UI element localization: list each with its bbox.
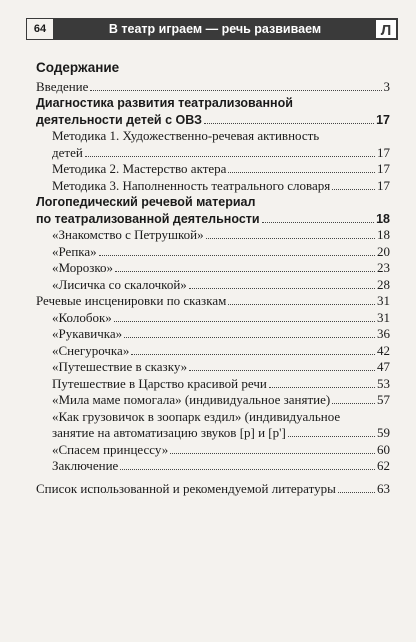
toc-entry-title: детей [52, 144, 83, 160]
toc-entry-title: Путешествие в Царство красивой речи [52, 375, 267, 391]
toc-entry[interactable] [36, 111, 390, 128]
toc-entry-page: 28 [377, 276, 390, 292]
toc-entry[interactable] [36, 359, 390, 376]
toc-entry-title: Речевые инсценировки по сказкам [36, 293, 227, 308]
toc-entry-title: «Спасем принцессу» [52, 441, 169, 457]
running-title: В театр играем — речь развиваем [108, 22, 322, 36]
toc-entry[interactable] [36, 161, 390, 178]
toc-entry-title: «Морозко» [52, 260, 114, 275]
toc-entry-page: 59 [377, 425, 390, 440]
toc-entry-title: «Путешествие в сказку» [52, 359, 188, 374]
toc-entry-title: «Как грузовичок в зоопарк ездил» (индивидуальное [52, 408, 341, 424]
toc-dot-leader [228, 172, 375, 173]
toc-dot-leader [269, 387, 375, 388]
toc-entry[interactable] [36, 260, 390, 277]
toc-entry-title: Список использованной и рекомендуемой литературы [36, 480, 336, 496]
toc-entry[interactable] [36, 276, 390, 293]
toc-dot-leader [206, 238, 375, 239]
toc-entry-title: Методика 1. Художественно-речевая активность [52, 128, 320, 143]
toc-entry-title: Заключение [52, 458, 119, 473]
toc-entry[interactable] [36, 128, 390, 145]
toc-entry-page: 57 [377, 392, 390, 407]
toc-entry-page: 47 [377, 359, 390, 374]
contents-heading: Содержание [36, 60, 120, 75]
toc-entry[interactable] [36, 194, 390, 211]
toc-entry-title: «Репка» [52, 243, 97, 259]
toc-entry[interactable] [36, 326, 390, 343]
toc-dot-leader [170, 453, 375, 454]
toc-entry-title: Методика 2. Мастерство актера [52, 161, 227, 176]
toc-dot-leader [262, 222, 375, 223]
toc-entry-title: Введение [36, 78, 89, 94]
toc-dot-leader [124, 337, 375, 338]
toc-entry-page: 17 [377, 161, 390, 176]
toc-dot-leader [131, 354, 375, 355]
toc-entry[interactable] [36, 95, 390, 112]
toc-entry-title: «Лисичка со скалочкой» [52, 276, 187, 292]
toc-entry-title: деятельности детей с ОВЗ [36, 112, 202, 127]
toc-entry-title: «Снегурочка» [52, 342, 130, 358]
toc-entry-page: 63 [377, 480, 390, 496]
toc-entry[interactable] [36, 375, 390, 392]
toc-dot-leader [204, 123, 374, 124]
toc-entry-page: 31 [377, 309, 390, 325]
toc-entry-page: 18 [376, 211, 390, 226]
running-header [26, 18, 398, 40]
page-number: 64 [26, 18, 54, 40]
toc-entry[interactable] [36, 210, 390, 227]
toc-dot-leader [288, 436, 375, 437]
toc-entry[interactable] [36, 408, 390, 425]
toc-dot-leader [332, 189, 375, 190]
toc-dot-leader [114, 321, 375, 322]
toc-entry[interactable] [36, 480, 390, 497]
toc-entry[interactable] [36, 441, 390, 458]
toc-entry-title: «Рукавичка» [52, 326, 123, 341]
toc-entry-title: по театрализованной деятельности [36, 211, 260, 226]
toc-entry[interactable] [36, 243, 390, 260]
toc-entry-page: 17 [377, 144, 390, 160]
toc-entry-title: «Мила маме помогала» (индивидуальное занятие) [52, 392, 331, 407]
toc-entry[interactable] [36, 177, 390, 194]
toc-entry-title: занятие на автоматизацию звуков [р] и [р'] [52, 425, 286, 440]
toc-dot-leader [228, 304, 375, 305]
toc-entry-title: Диагностика развития театрализованной [36, 96, 293, 110]
toc-entry-page: 42 [377, 342, 390, 358]
toc-entry[interactable] [36, 144, 390, 161]
toc-dot-leader [85, 156, 375, 157]
toc-entry-page: 36 [377, 326, 390, 341]
toc-entry-page: 23 [377, 260, 390, 275]
toc-entry[interactable] [36, 425, 390, 442]
toc-dot-leader [332, 403, 375, 404]
toc-entry-page: 18 [377, 227, 390, 242]
toc-entry-page: 62 [377, 458, 390, 473]
toc-entry-page: 17 [377, 177, 390, 193]
table-of-contents [36, 78, 390, 497]
toc-entry-page: 31 [377, 293, 390, 308]
toc-entry[interactable] [36, 227, 390, 244]
toc-entry-page: 60 [377, 441, 390, 457]
toc-entry-title: Методика 3. Наполненность театрального словаря [52, 177, 331, 193]
toc-dot-leader [338, 492, 375, 493]
toc-dot-leader [189, 370, 375, 371]
toc-entry[interactable] [36, 309, 390, 326]
toc-entry[interactable] [36, 78, 390, 95]
toc-entry-page: 3 [383, 78, 390, 94]
toc-entry[interactable] [36, 458, 390, 475]
toc-entry-page: 53 [377, 375, 390, 391]
toc-dot-leader [120, 469, 375, 470]
toc-entry[interactable] [36, 342, 390, 359]
toc-entry-title: «Колобок» [52, 309, 112, 325]
toc-dot-leader [90, 90, 381, 91]
toc-dot-leader [99, 255, 375, 256]
toc-entry-title: «Знакомство с Петрушкой» [52, 227, 204, 242]
toc-dot-leader [189, 288, 375, 289]
toc-dot-leader [115, 271, 375, 272]
toc-entry[interactable] [36, 293, 390, 310]
toc-entry[interactable] [36, 392, 390, 409]
toc-entry-page: 17 [376, 112, 390, 127]
publisher-logo: Л [374, 18, 398, 40]
toc-entry-page: 20 [377, 243, 390, 259]
toc-entry-title: Логопедический речевой материал [36, 195, 256, 209]
